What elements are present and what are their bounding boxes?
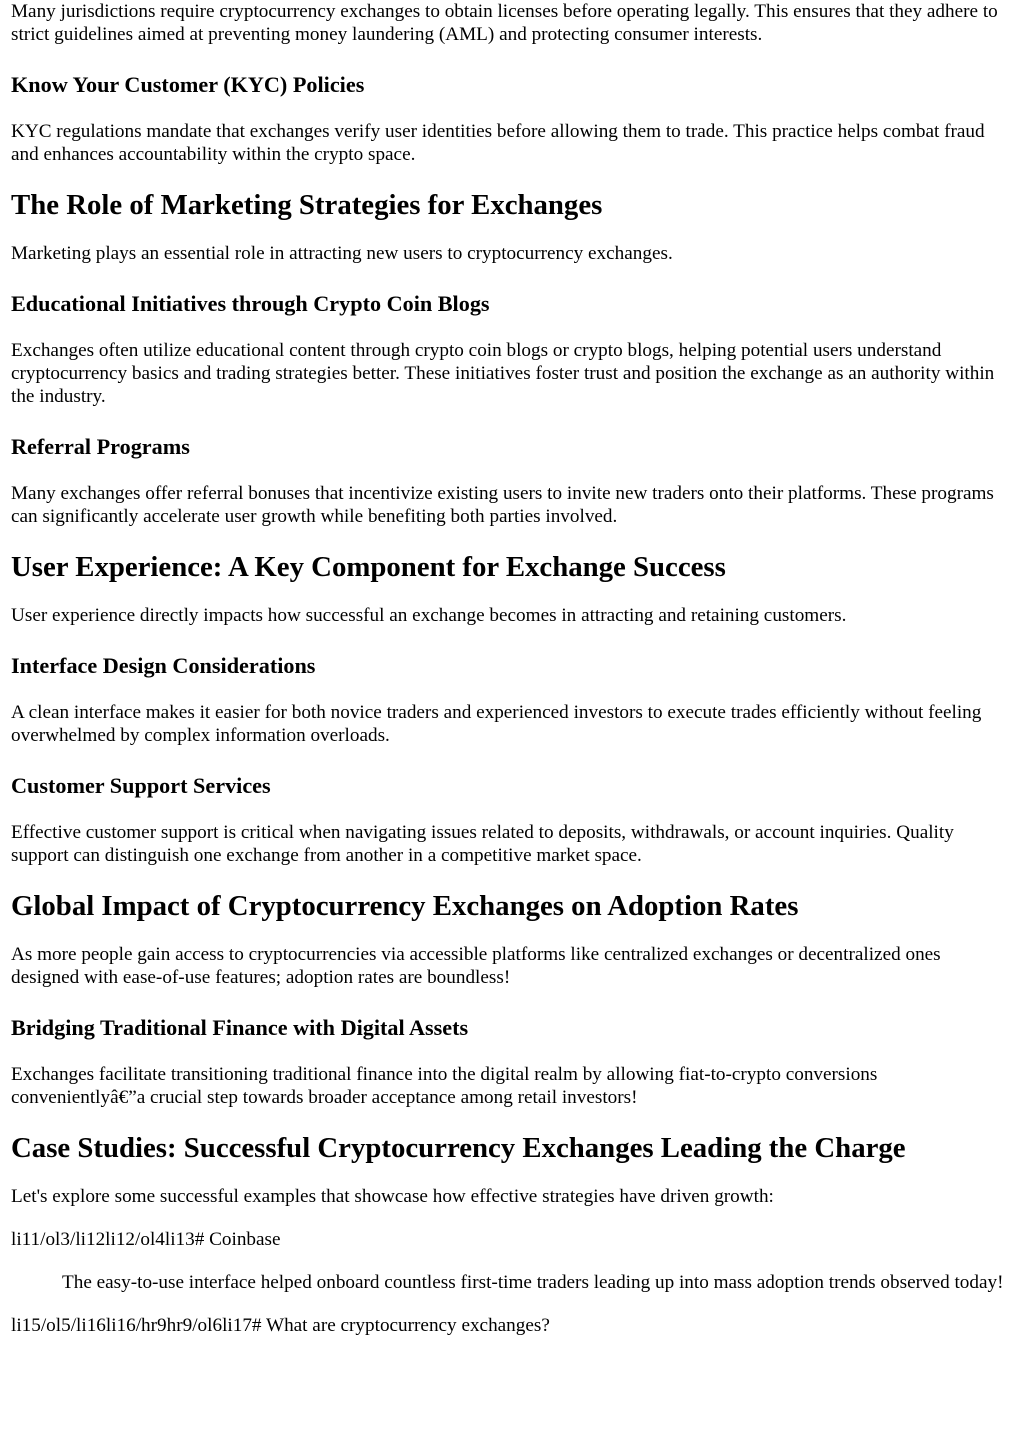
paragraph-licensing: Many jurisdictions require cryptocurrency exchanges to obtain licenses before operating legally. This ensures that they adhere to strict guidelines aimed at preventing money laundering (AML) and protecting consumer interests. — [11, 1, 998, 45]
heading-global-impact: Global Impact of Cryptocurrency Exchanges on Adoption Rates — [11, 890, 799, 922]
paragraph-educational: Exchanges often utilize educational content through crypto coin blogs or crypto blogs, helping potential users understand cryptocurrency basics and trading strategies better. These initiatives foster trust and position the exchange as an authority within the industry. — [11, 340, 995, 407]
paragraph-faq-marker: li15/ol5/li16li16/hr9hr9/ol6li17# What are cryptocurrency exchanges? — [11, 1315, 550, 1336]
heading-customer-support: Customer Support Services — [11, 773, 271, 798]
paragraph-customer-support: Effective customer support is critical when navigating issues related to deposits, withdrawals, or account inquiries. Quality support can distinguish one exchange from another in a competitive market space. — [11, 822, 954, 866]
paragraph-bridging-finance: Exchanges facilitate transitioning traditional finance into the digital realm by allowing fiat-to-crypto conversions convenientlyâ€”a crucial step towards broader acceptance among retail investors! — [11, 1064, 878, 1108]
paragraph-referral: Many exchanges offer referral bonuses that incentivize existing users to invite new traders onto their platforms. These programs can significantly accelerate user growth while benefiting both parties involved. — [11, 483, 994, 527]
heading-marketing-strategies: The Role of Marketing Strategies for Exchanges — [11, 189, 603, 221]
paragraph-user-experience: User experience directly impacts how successful an exchange becomes in attracting and retaining customers. — [11, 605, 847, 626]
heading-kyc-policies: Know Your Customer (KYC) Policies — [11, 72, 365, 97]
paragraph-kyc: KYC regulations mandate that exchanges verify user identities before allowing them to trade. This practice helps combat fraud and enhances accountability within the crypto space. — [11, 121, 985, 165]
paragraph-coinbase-marker: li11/ol3/li12li12/ol4li13# Coinbase — [11, 1229, 281, 1250]
paragraph-global-impact: As more people gain access to cryptocurrencies via accessible platforms like centralized exchanges or decentralized ones designed with ease-of-use features; adoption rates are boundless! — [11, 944, 941, 988]
heading-educational-initiatives: Educational Initiatives through Crypto Coin Blogs — [11, 291, 490, 316]
blockquote-coinbase: The easy-to-use interface helped onboard countless first-time traders leading up into mass adoption trends observed today! — [62, 1272, 1004, 1293]
heading-user-experience: User Experience: A Key Component for Exchange Success — [11, 551, 726, 583]
paragraph-case-studies-intro: Let's explore some successful examples that showcase how effective strategies have driven growth: — [11, 1186, 774, 1207]
heading-bridging-finance: Bridging Traditional Finance with Digital Assets — [11, 1015, 469, 1040]
heading-interface-design: Interface Design Considerations — [11, 653, 316, 678]
paragraph-marketing: Marketing plays an essential role in attracting new users to cryptocurrency exchanges. — [11, 243, 673, 264]
heading-referral-programs: Referral Programs — [11, 434, 190, 459]
paragraph-interface-design: A clean interface makes it easier for both novice traders and experienced investors to execute trades efficiently without feeling overwhelmed by complex information overloads. — [11, 702, 982, 746]
heading-case-studies: Case Studies: Successful Cryptocurrency Exchanges Leading the Charge — [11, 1132, 906, 1164]
